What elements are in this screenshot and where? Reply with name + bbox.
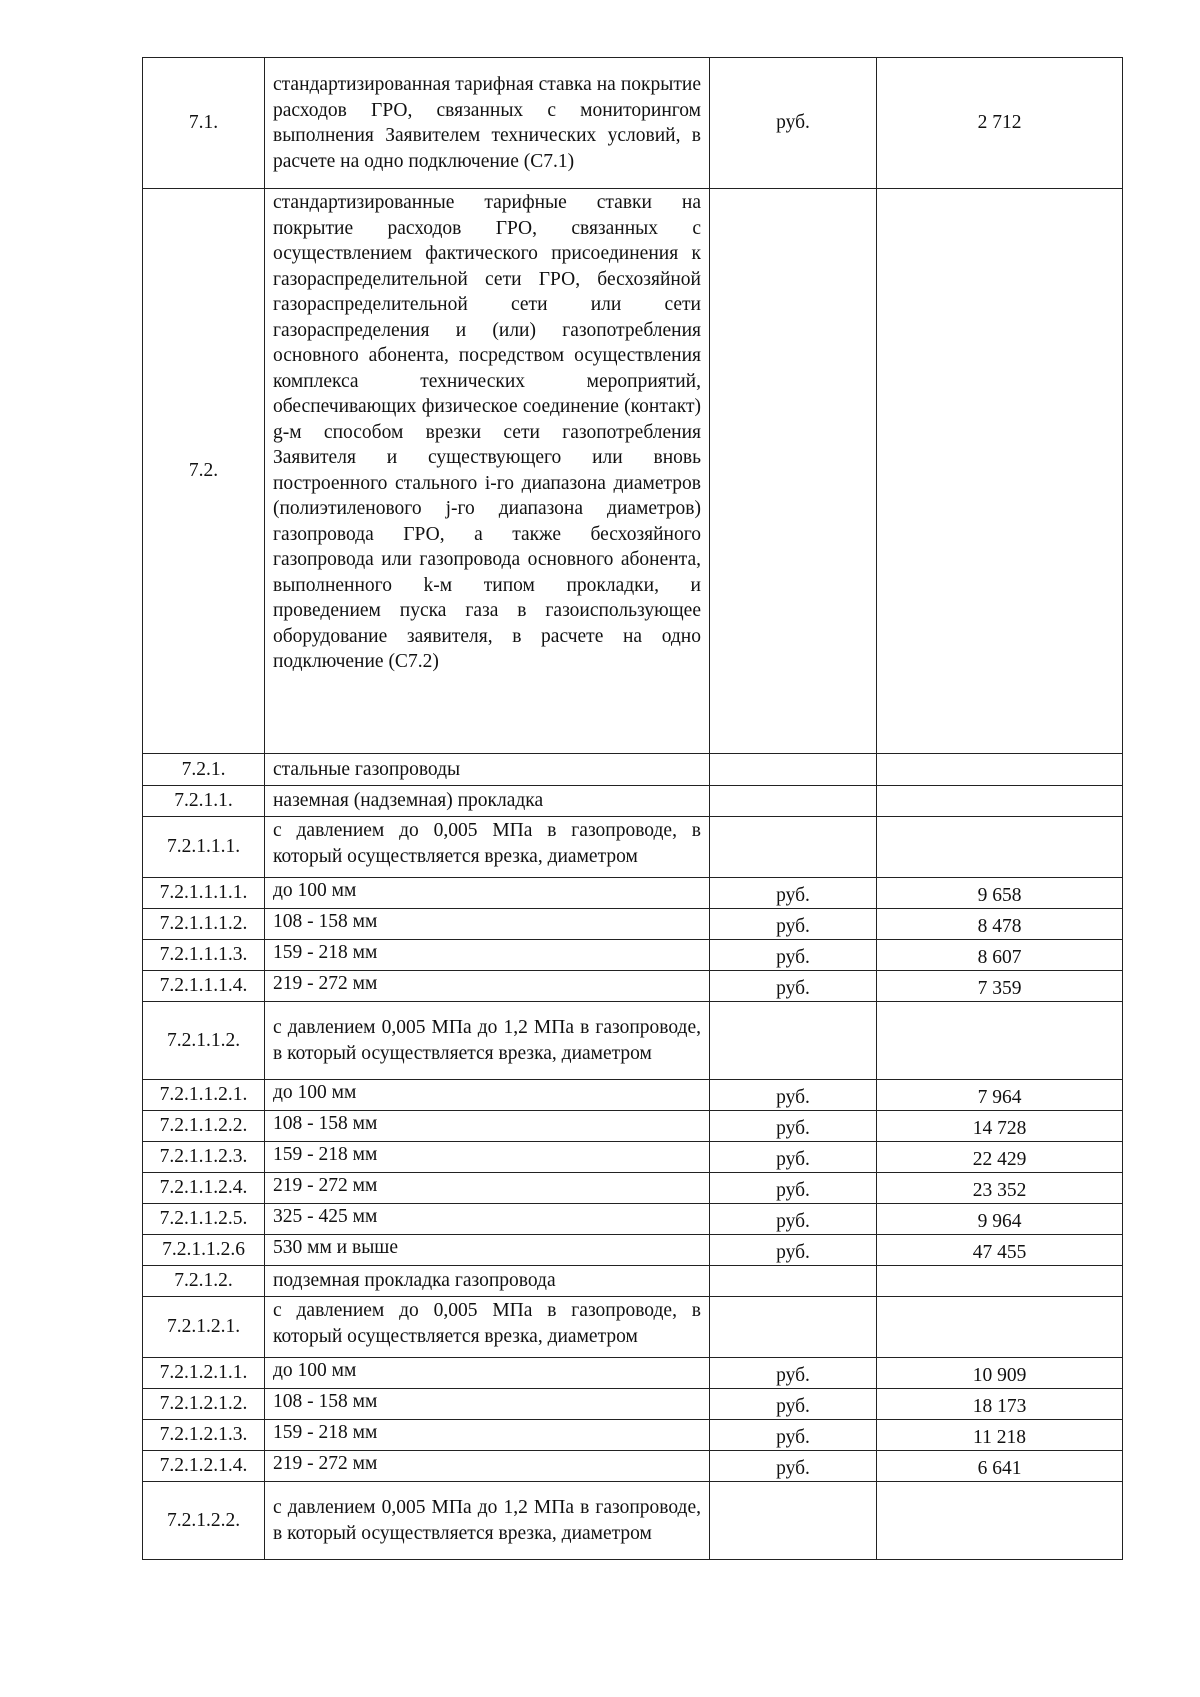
row-unit: руб. — [710, 878, 877, 909]
row-unit — [710, 189, 877, 754]
row-number: 7.2.1.1.2.1. — [143, 1080, 265, 1111]
table-row — [143, 189, 1123, 754]
table-row — [143, 1451, 1123, 1482]
row-description: с давлением до 0,005 МПа в газопроводе, в который осуществляется врезка, диаметром — [265, 817, 710, 878]
row-description: 219 - 272 мм — [265, 971, 710, 1002]
row-value — [877, 817, 1123, 878]
row-description: 325 - 425 мм — [265, 1204, 710, 1235]
row-value: 10 909 — [877, 1358, 1123, 1389]
row-number: 7.2.1.1.2.6 — [143, 1235, 265, 1266]
row-number: 7.2.1.1.2.3. — [143, 1142, 265, 1173]
row-unit — [710, 1002, 877, 1080]
row-unit: руб. — [710, 1142, 877, 1173]
row-description: 219 - 272 мм — [265, 1173, 710, 1204]
table-row — [143, 1297, 1123, 1358]
row-unit: руб. — [710, 909, 877, 940]
row-value — [877, 754, 1123, 786]
row-number: 7.2.1.1.2.5. — [143, 1204, 265, 1235]
table-row — [143, 1080, 1123, 1111]
row-value: 2 712 — [877, 58, 1123, 189]
row-number: 7.2.1.2.1.3. — [143, 1420, 265, 1451]
row-number: 7.2.1.1.1.3. — [143, 940, 265, 971]
table-row — [143, 1482, 1123, 1560]
row-value: 14 728 — [877, 1111, 1123, 1142]
row-unit — [710, 786, 877, 817]
row-number: 7.2.1.1.1.2. — [143, 909, 265, 940]
table-row — [143, 1420, 1123, 1451]
table-row — [143, 971, 1123, 1002]
row-value: 7 359 — [877, 971, 1123, 1002]
row-value — [877, 189, 1123, 754]
row-description: с давлением 0,005 МПа до 1,2 МПа в газопроводе, в который осуществляется врезка, диаметром — [265, 1002, 710, 1080]
row-number: 7.2.1.1.2. — [143, 1002, 265, 1080]
row-unit: руб. — [710, 1173, 877, 1204]
row-unit: руб. — [710, 1389, 877, 1420]
row-number: 7.2.1.2.1. — [143, 1297, 265, 1358]
table-row — [143, 1204, 1123, 1235]
row-value — [877, 1482, 1123, 1560]
row-number: 7.2. — [143, 189, 265, 754]
row-unit — [710, 754, 877, 786]
row-unit — [710, 1482, 877, 1560]
row-unit: руб. — [710, 1111, 877, 1142]
row-description: стальные газопроводы — [265, 754, 710, 786]
table-row — [143, 58, 1123, 189]
row-number: 7.1. — [143, 58, 265, 189]
row-value — [877, 786, 1123, 817]
row-number: 7.2.1.2.2. — [143, 1482, 265, 1560]
row-number: 7.2.1.2. — [143, 1266, 265, 1297]
row-description: 219 - 272 мм — [265, 1451, 710, 1482]
row-value — [877, 1297, 1123, 1358]
row-number: 7.2.1.1.1.4. — [143, 971, 265, 1002]
table-row — [143, 1002, 1123, 1080]
row-unit: руб. — [710, 971, 877, 1002]
table-row — [143, 878, 1123, 909]
table-row — [143, 1142, 1123, 1173]
row-unit — [710, 1297, 877, 1358]
row-unit — [710, 817, 877, 878]
row-number: 7.2.1.2.1.2. — [143, 1389, 265, 1420]
row-description: 159 - 218 мм — [265, 940, 710, 971]
row-description: 159 - 218 мм — [265, 1420, 710, 1451]
row-number: 7.2.1.1. — [143, 786, 265, 817]
row-description: до 100 мм — [265, 878, 710, 909]
row-description: 108 - 158 мм — [265, 1111, 710, 1142]
row-number: 7.2.1.1.1.1. — [143, 878, 265, 909]
table-row — [143, 940, 1123, 971]
table-row — [143, 1173, 1123, 1204]
table-row — [143, 786, 1123, 817]
row-value: 9 964 — [877, 1204, 1123, 1235]
row-value: 6 641 — [877, 1451, 1123, 1482]
table-row — [143, 1111, 1123, 1142]
row-description: 108 - 158 мм — [265, 1389, 710, 1420]
table-row — [143, 1358, 1123, 1389]
row-value: 22 429 — [877, 1142, 1123, 1173]
row-description: до 100 мм — [265, 1080, 710, 1111]
table-row — [143, 1266, 1123, 1297]
row-number: 7.2.1.2.1.1. — [143, 1358, 265, 1389]
row-unit: руб. — [710, 1358, 877, 1389]
row-unit — [710, 1266, 877, 1297]
row-number: 7.2.1.2.1.4. — [143, 1451, 265, 1482]
row-unit: руб. — [710, 58, 877, 189]
row-number: 7.2.1.1.1. — [143, 817, 265, 878]
table-row — [143, 754, 1123, 786]
row-unit: руб. — [710, 1080, 877, 1111]
tariff-table — [142, 57, 1123, 1560]
table-row — [143, 1389, 1123, 1420]
row-number: 7.2.1. — [143, 754, 265, 786]
row-value: 9 658 — [877, 878, 1123, 909]
table-row — [143, 909, 1123, 940]
row-value: 8 607 — [877, 940, 1123, 971]
row-description: 530 мм и выше — [265, 1235, 710, 1266]
row-unit: руб. — [710, 1451, 877, 1482]
row-unit: руб. — [710, 1204, 877, 1235]
row-number: 7.2.1.1.2.2. — [143, 1111, 265, 1142]
row-description: 108 - 158 мм — [265, 909, 710, 940]
row-description: стандартизированная тарифная ставка на покрытие расходов ГРО, связанных с мониторингом выполнения Заявителем технических условий, в расчете на одно подключение (С7.1) — [265, 58, 710, 189]
row-value — [877, 1266, 1123, 1297]
row-unit: руб. — [710, 940, 877, 971]
table-row — [143, 1235, 1123, 1266]
row-description: стандартизированные тарифные ставки на покрытие расходов ГРО, связанных с осуществлением фактического присоединения к газораспределительной сети ГРО, бесхозяйной газораспределительной сети или сети газораспределения и (или) газопотребления основного абонента, посредством осуществления комплекса технических мероприятий, обеспечивающих физическое соединение (контакт) g-м способом врезки сети газопотребления Заявителя и существующего или вновь построенного стального i-го диапазона диаметров (полиэтиленового j-го диапазона диаметров) газопровода ГРО, а также бесхозяйного газопровода или газопровода основного абонента, выполненного k-м типом прокладки, и проведением пуска газа в газоиспользующее оборудование заявителя, в расчете на одно подключение (С7.2) — [265, 189, 710, 754]
row-description: с давлением до 0,005 МПа в газопроводе, в который осуществляется врезка, диаметром — [265, 1297, 710, 1358]
row-description: до 100 мм — [265, 1358, 710, 1389]
row-value: 18 173 — [877, 1389, 1123, 1420]
row-value: 47 455 — [877, 1235, 1123, 1266]
row-value — [877, 1002, 1123, 1080]
row-value: 23 352 — [877, 1173, 1123, 1204]
row-unit: руб. — [710, 1235, 877, 1266]
row-value: 8 478 — [877, 909, 1123, 940]
row-description: подземная прокладка газопровода — [265, 1266, 710, 1297]
row-value: 7 964 — [877, 1080, 1123, 1111]
row-number: 7.2.1.1.2.4. — [143, 1173, 265, 1204]
table-row — [143, 817, 1123, 878]
row-unit: руб. — [710, 1420, 877, 1451]
row-description: с давлением 0,005 МПа до 1,2 МПа в газопроводе, в который осуществляется врезка, диаметром — [265, 1482, 710, 1560]
row-description: 159 - 218 мм — [265, 1142, 710, 1173]
row-value: 11 218 — [877, 1420, 1123, 1451]
row-description: наземная (надземная) прокладка — [265, 786, 710, 817]
